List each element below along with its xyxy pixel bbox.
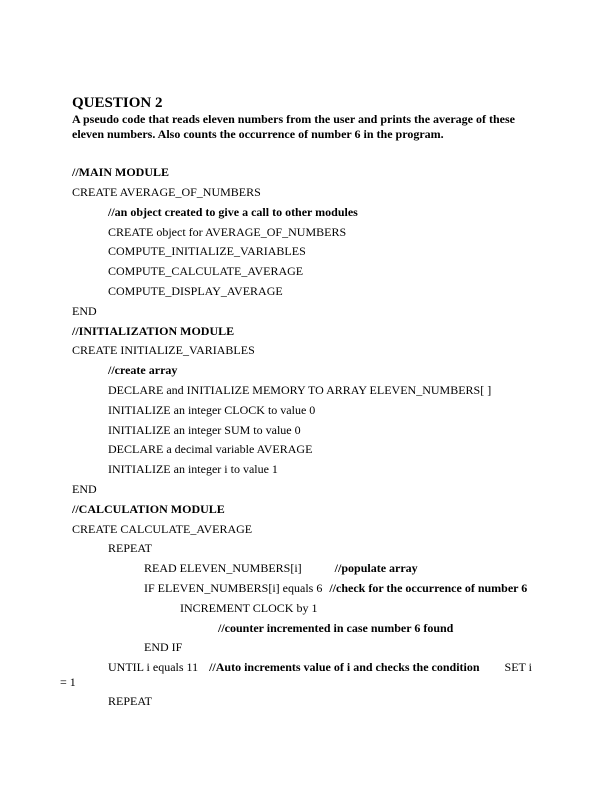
increment-clock-line: INCREMENT CLOCK by 1 xyxy=(180,601,318,615)
end-main-line: END xyxy=(72,304,97,318)
repeat-line: REPEAT xyxy=(108,541,153,555)
if-equals-statement: IF ELEVEN_NUMBERS[i] equals 6 xyxy=(144,581,323,595)
compute-init-line: COMPUTE_INITIALIZE_VARIABLES xyxy=(108,244,306,258)
populate-array-comment: //populate array xyxy=(334,561,418,575)
check-occurrence-comment: //check for the occurrence of number 6 xyxy=(329,581,528,595)
read-numbers-row xyxy=(144,561,418,575)
object-comment: //an object created to give a call to other modules xyxy=(108,205,358,219)
declare-array-line: DECLARE and INITIALIZE MEMORY TO ARRAY ELEVEN_NUMBERS[ ] xyxy=(108,383,492,397)
init-sum-line: INITIALIZE an integer SUM to value 0 xyxy=(108,423,301,437)
init-module-comment: //INITIALIZATION MODULE xyxy=(72,324,235,338)
read-numbers-statement: READ ELEVEN_NUMBERS[i] xyxy=(144,561,302,575)
set-i-statement: SET i xyxy=(504,660,532,674)
create-calc-line: CREATE CALCULATE_AVERAGE xyxy=(72,522,253,536)
create-array-comment: //create array xyxy=(108,363,178,377)
question-heading: QUESTION 2 xyxy=(72,95,163,111)
declare-average-line: DECLARE a decimal variable AVERAGE xyxy=(108,442,313,456)
create-average-line: CREATE AVERAGE_OF_NUMBERS xyxy=(72,185,261,199)
auto-increment-comment: //Auto increments value of i and checks the condition xyxy=(209,660,480,674)
counter-incremented-comment: //counter incremented in case number 6 found xyxy=(218,621,454,635)
main-module-comment: //MAIN MODULE xyxy=(72,165,169,179)
create-init-line: CREATE INITIALIZE_VARIABLES xyxy=(72,343,255,357)
question-intro: A pseudo code that reads eleven numbers from the user and prints the average of these eleven numbers. Also counts the occurrence of number 6 in the program. xyxy=(72,112,515,141)
end-if-line: END IF xyxy=(144,640,183,654)
if-equals-row xyxy=(144,581,527,595)
create-object-line: CREATE object for AVERAGE_OF_NUMBERS xyxy=(108,225,347,239)
repeat-second-line: REPEAT xyxy=(108,694,153,708)
until-statement: UNTIL i equals 11 xyxy=(108,660,199,674)
calc-module-comment: //CALCULATION MODULE xyxy=(72,502,225,516)
end-init-line: END xyxy=(72,482,97,496)
compute-calc-line: COMPUTE_CALCULATE_AVERAGE xyxy=(108,264,304,278)
init-clock-line: INITIALIZE an integer CLOCK to value 0 xyxy=(108,403,316,417)
init-i-line: INITIALIZE an integer i to value 1 xyxy=(108,462,278,476)
compute-display-line: COMPUTE_DISPLAY_AVERAGE xyxy=(108,284,283,298)
set-i-continuation: = 1 xyxy=(60,675,76,689)
until-row xyxy=(108,660,532,674)
